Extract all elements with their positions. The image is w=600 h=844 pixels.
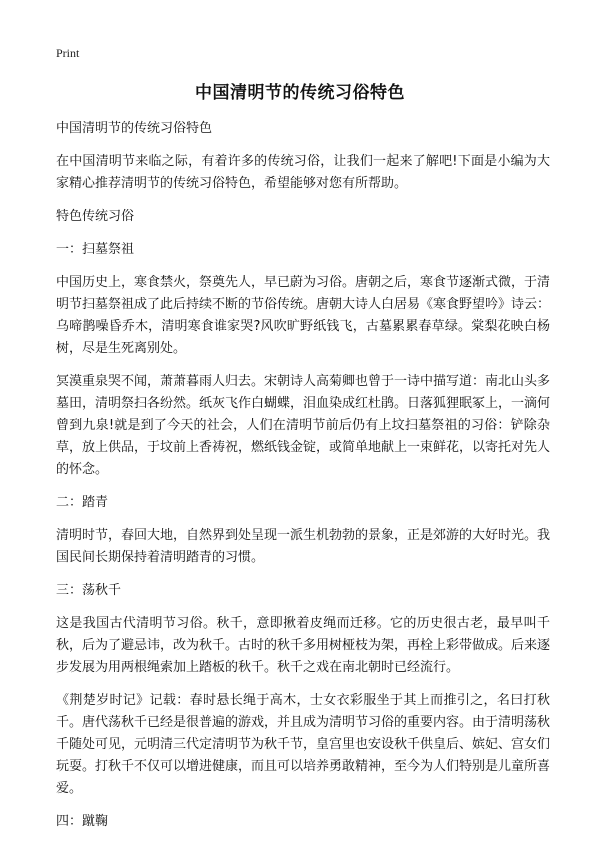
section-heading-tomb-sweeping: 一：扫墓祭祖 bbox=[56, 242, 135, 257]
tomb-sweeping-paragraph-2: 冥漠重泉哭不闻，萧萧暮雨人归去。宋朝诗人高菊卿也曾于一诗中描写道：南北山头多墓田，清明祭扫各纷然。纸灰飞作白蝴蝶，泪血染成红杜鹃。日落狐狸眠冢上，一滴何曾到九泉!就是到了今天的社会，人们在清明节前后仍有上坟扫墓祭祖的习俗：铲除杂草，放上供品，于坟前上香祷祝，燃纸钱金锭，或简单地献上一束鲜花，以寄托对先人的怀念。 bbox=[56, 374, 551, 477]
tomb-sweeping-paragraph-1: 中国历史上，寒食禁火，祭奠先人，早已蔚为习俗。唐朝之后，寒食节逐渐式微，于清明节扫墓祭祖成了此后持续不断的节俗传统。唐朝大诗人白居易《寒食野望吟》诗云：乌啼鹊噪昏乔木，清明寒食谁家哭?风吹旷野纸钱飞，古墓累累春草绿。棠梨花映白杨树，尽是生死离别处。 bbox=[56, 275, 551, 356]
subtitle-paragraph: 中国清明节的传统习俗特色 bbox=[56, 121, 213, 136]
document-title: 中国清明节的传统习俗特色 bbox=[195, 83, 405, 103]
section-heading-outing: 二：踏青 bbox=[56, 495, 109, 510]
intro-paragraph: 在中国清明节来临之际，有着许多的传统习俗，让我们一起来了解吧!下面是小编为大家精心推荐清明节的传统习俗特色，希望能够对您有所帮助。 bbox=[56, 154, 550, 191]
section-heading-swing: 三：荡秋千 bbox=[56, 583, 122, 598]
outing-paragraph: 清明时节，春回大地，自然界到处呈现一派生机勃勃的景象，正是郊游的大好时光。我国民间长期保持着清明踏青的习惯。 bbox=[56, 528, 551, 565]
swing-paragraph-1: 这是我国古代清明节习俗。秋千，意即揪着皮绳而迁移。它的历史很古老，最早叫千秋，后为了避忌讳，改为秋千。古时的秋千多用树桠枝为架，再栓上彩带做成。后来逐步发展为用两根绳索加上踏板的秋千。秋千之戏在南北朝时已经流行。 bbox=[56, 616, 551, 675]
document-body bbox=[56, 118, 550, 844]
section-heading-cuju: 四：蹴鞠 bbox=[56, 814, 109, 829]
swing-paragraph-2: 《荆楚岁时记》记载：春时悬长绳于高木，士女衣彩服坐于其上而推引之，名曰打秋千。唐代荡秋千已经是很普遍的游戏，并且成为清明节习俗的重要内容。由于清明荡秋千随处可见，元明清三代定清明节为秋千节，皇宫里也安设秋千供皇后、嫔妃、宫女们玩耍。打秋千不仅可以增进健康，而且可以培养勇敢精神，至今为人们特别是儿童所喜爱。 bbox=[56, 693, 551, 796]
print-link[interactable]: Print bbox=[56, 46, 80, 60]
section-heading-customs: 特色传统习俗 bbox=[56, 209, 135, 224]
